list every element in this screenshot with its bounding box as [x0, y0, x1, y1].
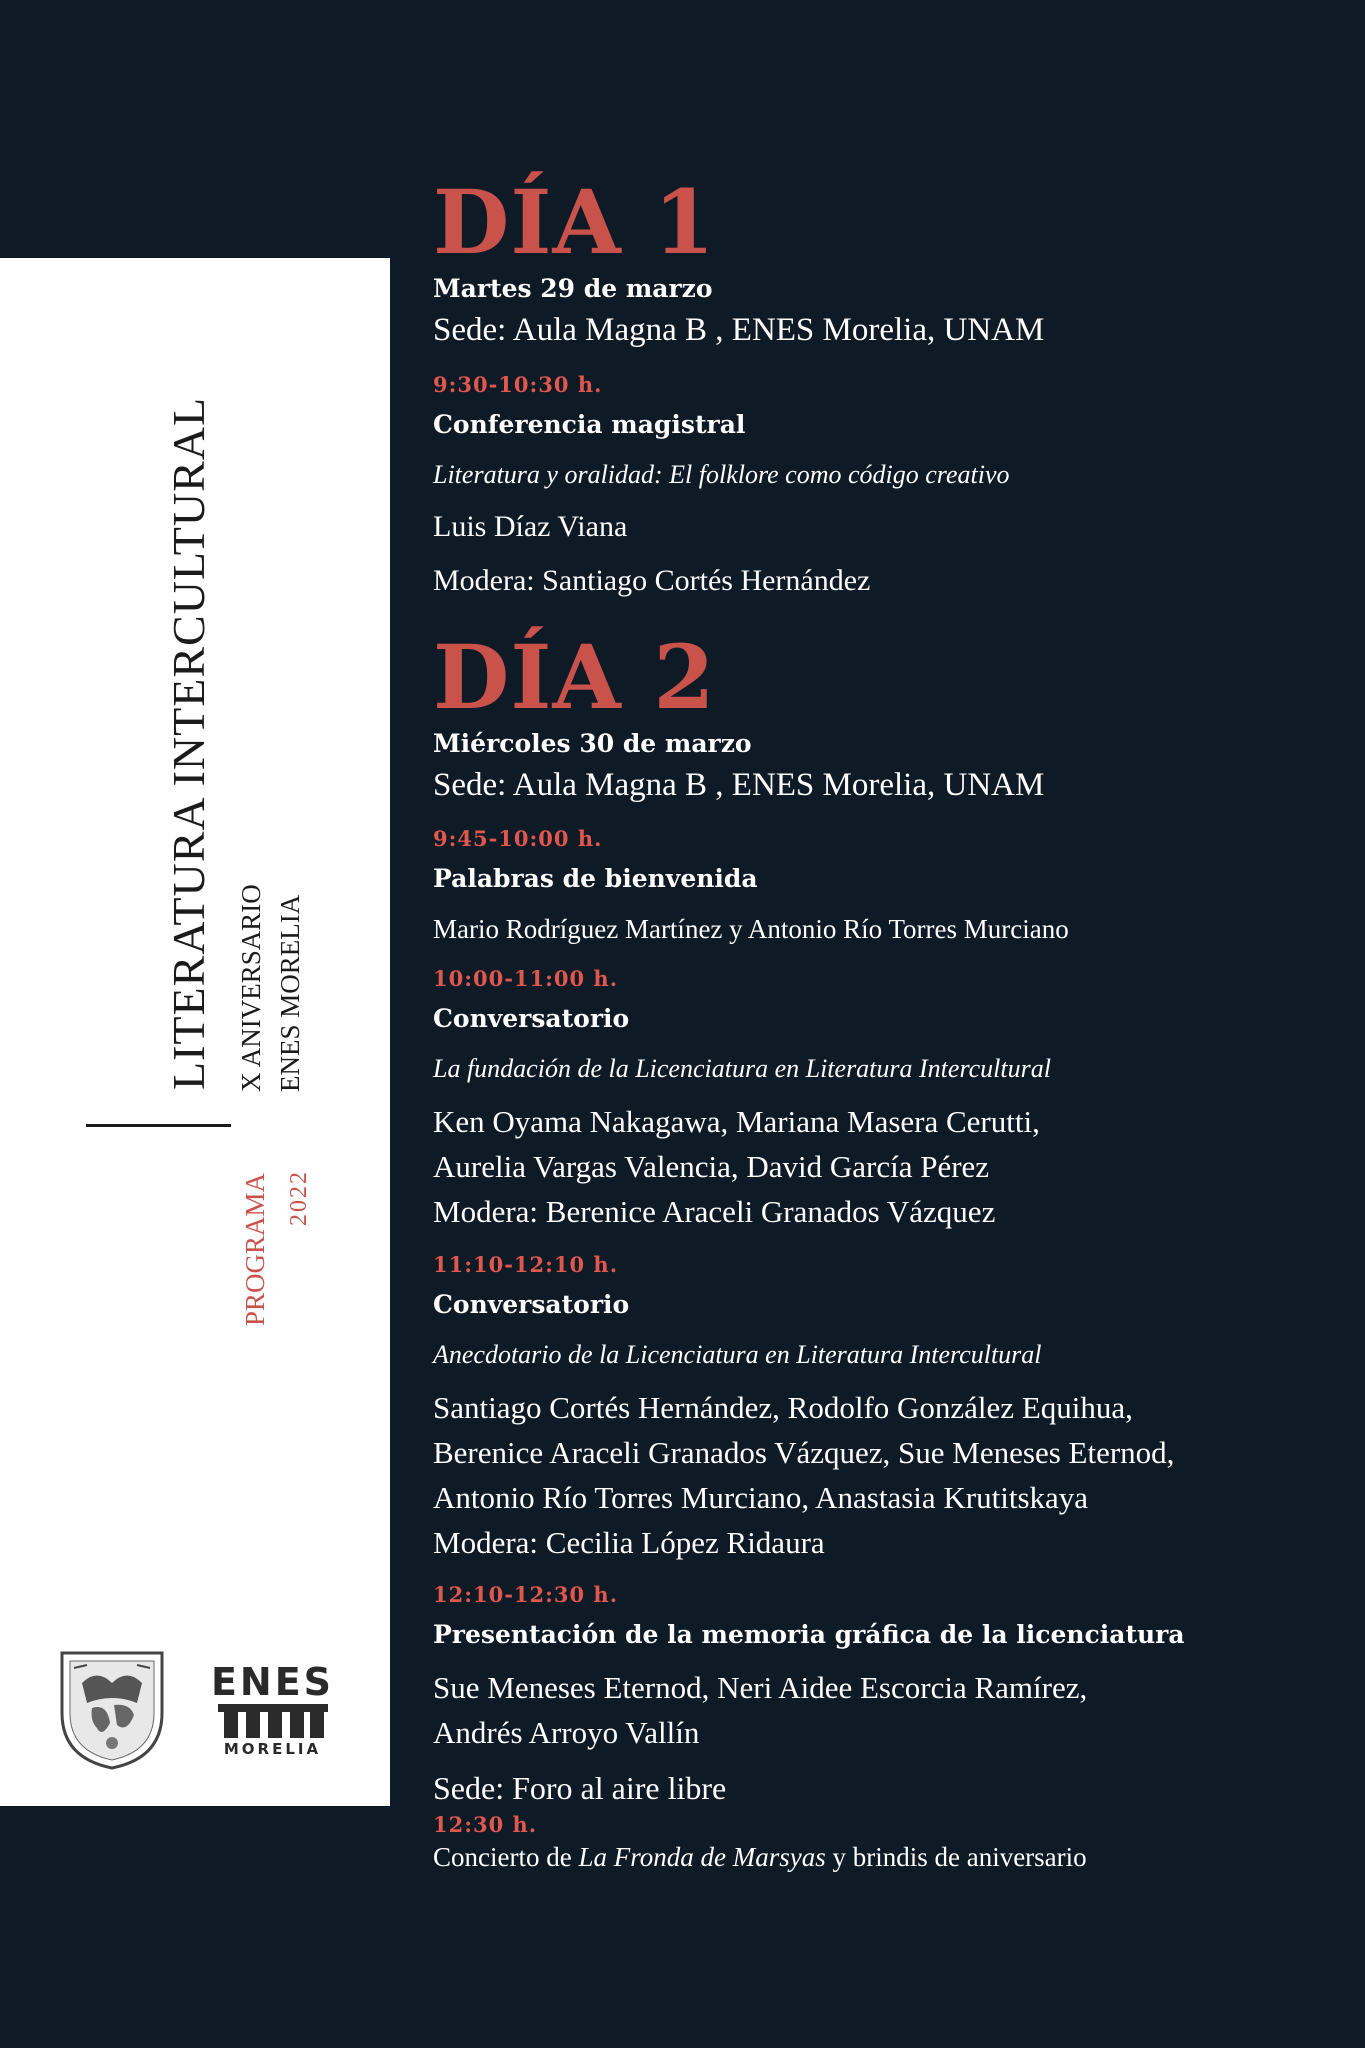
day2-heading: DÍA 2	[433, 625, 716, 729]
event-moderator: Modera: Santiago Cortés Hernández	[433, 564, 871, 597]
day2-date: Miércoles 30 de marzo	[433, 729, 752, 758]
event-type: Palabras de bienvenida	[433, 864, 758, 893]
day1-date: Martes 29 de marzo	[433, 274, 713, 303]
outdoor-venue: Sede: Foro al aire libre	[433, 1770, 727, 1806]
event-participants	[433, 1665, 1087, 1755]
participant-line: Modera: Cecilia López Ridaura	[433, 1525, 825, 1560]
participant-line: Modera: Berenice Araceli Granados Vázquez	[433, 1194, 996, 1229]
concert-suffix: y brindis de aniversario	[825, 1842, 1087, 1872]
poster-title: LITERATURA INTERCULTURAL	[163, 396, 214, 1090]
day1-venue: Sede: Aula Magna B , ENES Morelia, UNAM	[433, 312, 1045, 348]
concert-time: 12:30 h.	[433, 1812, 538, 1837]
participant-line: Berenice Araceli Granados Vázquez, Sue Meneses Eternod,	[433, 1435, 1175, 1470]
event-participants	[433, 1099, 1040, 1234]
day1-heading: DÍA 1	[433, 170, 716, 274]
anniversary-label: X ANIVERSARIO	[236, 884, 266, 1092]
title-divider	[86, 1124, 231, 1127]
event-speaker: Luis Díaz Viana	[433, 510, 628, 543]
columns-icon	[218, 1704, 328, 1738]
participant-line: Sue Meneses Eternod, Neri Aidee Escorcia Ramírez,	[433, 1670, 1088, 1705]
institution-label: ENES MORELIA	[275, 894, 305, 1092]
event-participants	[433, 1385, 1174, 1565]
participant-line: Antonio Río Torres Murciano, Anastasia Krutitskaya	[433, 1480, 1089, 1515]
year-label: 2022	[286, 1170, 312, 1226]
day2-venue: Sede: Aula Magna B , ENES Morelia, UNAM	[433, 767, 1045, 803]
event-time: 10:00-11:00 h.	[433, 966, 619, 991]
concert-line	[433, 1842, 1087, 1873]
event-title: La fundación de la Licenciatura en Literatura Intercultural	[433, 1054, 1051, 1083]
event-type: Conferencia magistral	[433, 410, 746, 439]
enes-logo-word: ENES	[210, 1660, 335, 1704]
event-speakers: Mario Rodríguez Martínez y Antonio Río Torres Murciano	[433, 914, 1069, 944]
participant-line: Ken Oyama Nakagawa, Mariana Masera Cerutti,	[433, 1104, 1040, 1139]
event-title: Literatura y oralidad: El folklore como código creativo	[433, 460, 1010, 489]
participant-line: Aurelia Vargas Valencia, David García Pérez	[433, 1149, 990, 1184]
concert-name: La Fronda de Marsyas	[578, 1842, 826, 1872]
event-type: Conversatorio	[433, 1004, 630, 1033]
participant-line: Andrés Arroyo Vallín	[433, 1715, 700, 1750]
participant-line: Santiago Cortés Hernández, Rodolfo González Equihua,	[433, 1390, 1133, 1425]
event-time: 12:10-12:30 h.	[433, 1582, 619, 1607]
concert-prefix: Concierto de	[433, 1842, 579, 1872]
program-label: PROGRAMA	[240, 1172, 270, 1326]
enes-morelia-logo	[210, 1660, 335, 1765]
event-type: Conversatorio	[433, 1290, 630, 1319]
event-title: Anecdotario de la Licenciatura en Literatura Intercultural	[433, 1340, 1042, 1369]
event-time: 9:45-10:00 h.	[433, 826, 603, 851]
unam-crest-icon	[52, 1643, 172, 1773]
event-time: 9:30-10:30 h.	[433, 372, 603, 397]
enes-logo-city: MORELIA	[223, 1740, 322, 1758]
event-time: 11:10-12:10 h.	[433, 1252, 619, 1277]
event-type: Presentación de la memoria gráfica de la licenciatura	[433, 1620, 1185, 1649]
